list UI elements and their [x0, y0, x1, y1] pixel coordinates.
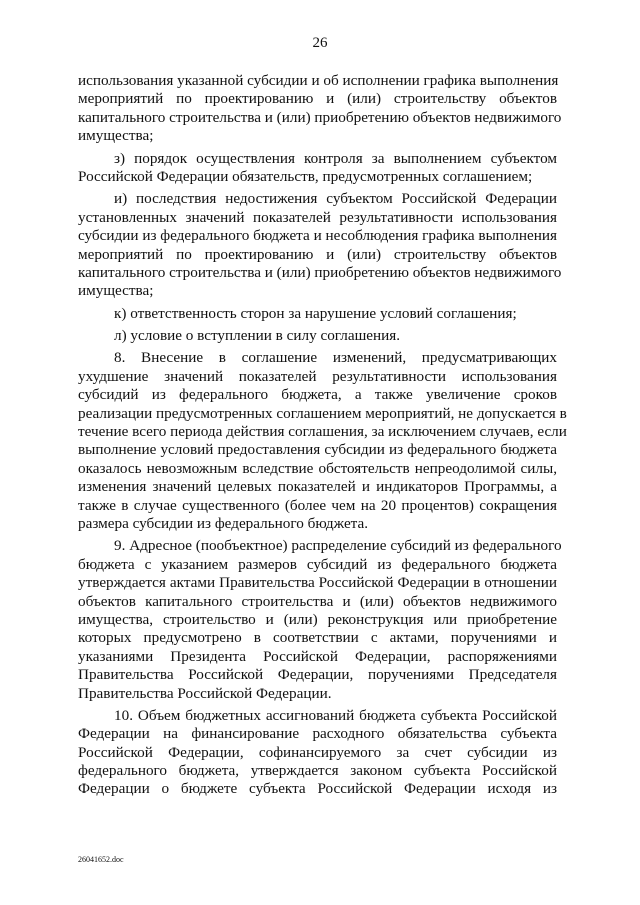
text-line: выполнение условий предоставления субсидии из федерального бюджета	[78, 441, 557, 459]
text-line: Федерации о бюджете субъекта Российской Федерации исходя из	[78, 780, 557, 798]
text-line: имущества, строительство и (или) реконструкция или приобретение	[78, 610, 557, 628]
text-line: Российской Федерации, софинансируемого за счет субсидии из	[78, 743, 557, 761]
text-line: Правительства Российской Федерации.	[78, 684, 332, 702]
paragraph	[78, 707, 557, 799]
text-line: мероприятий по проектированию и (или) строительству объектов	[78, 245, 557, 263]
text-line: Российской Федерации обязательств, предусмотренных соглашением;	[78, 167, 533, 185]
text-line: федерального бюджета, утверждается законом субъекта Российской	[78, 762, 557, 780]
text-line: имущества;	[78, 127, 154, 145]
text-line: 9. Адресное (пообъектное) распределение субсидий из федерального	[114, 537, 562, 555]
page-number: 26	[312, 35, 328, 51]
text-line: и) последствия недостижения субъектом Российской Федерации	[114, 190, 557, 208]
paragraph	[78, 305, 557, 323]
paragraph	[78, 349, 567, 533]
text-line: субсидии из федерального бюджета и несоблюдения графика выполнения	[78, 227, 557, 245]
paragraph	[78, 190, 562, 300]
text-line: з) порядок осуществления контроля за выполнением субъектом	[114, 149, 557, 167]
text-line: имущества;	[78, 282, 154, 300]
text-line: капитального строительства и (или) приобретению объектов недвижимого	[78, 108, 562, 126]
text-line: Правительства Российской Федерации, поручениями Председателя	[78, 666, 557, 684]
text-line: к) ответственность сторон за нарушение условий соглашения;	[114, 304, 517, 322]
text-line: использования указанной субсидии и об исполнении графика выполнения	[78, 72, 559, 89]
document-body	[78, 72, 567, 799]
text-line: размера субсидии из федерального бюджета.	[78, 514, 369, 532]
document-filename: 26041652.doc	[78, 855, 124, 864]
text-line: 8. Внесение в соглашение изменений, предусматривающих	[114, 349, 557, 367]
text-line: капитального строительства и (или) приобретению объектов недвижимого	[78, 263, 562, 281]
text-line: оказалось невозможным вследствие обстоятельств непреодолимой силы,	[78, 459, 557, 477]
text-line: л) условие о вступлении в силу соглашения.	[114, 327, 401, 345]
paragraph	[78, 150, 557, 187]
text-line: объектов капитального строительства и (или) объектов недвижимого	[78, 592, 557, 610]
text-line: установленных значений показателей результативности использования	[78, 208, 557, 226]
text-line: ухудшение значений показателей результативности использования	[78, 367, 557, 385]
paragraph	[78, 537, 562, 703]
paragraph	[78, 72, 562, 146]
text-line: указаниями Президента Российской Федерации, распоряжениями	[78, 647, 557, 665]
text-line: изменения значений целевых показателей и индикаторов Программы, а	[78, 478, 557, 496]
text-line: 10. Объем бюджетных ассигнований бюджета субъекта Российской	[114, 706, 557, 724]
text-line: реализации предусмотренных соглашением мероприятий, не допускается в	[78, 404, 567, 422]
paragraph	[78, 327, 557, 345]
text-line: течение всего периода действия соглашения, за исключением случаев, если	[78, 423, 567, 441]
text-line: бюджета с указанием размеров субсидий из федерального бюджета	[78, 555, 557, 573]
text-line: которых предусмотрено в соответствии с актами, поручениями и	[78, 629, 557, 647]
text-line: субсидий из федерального бюджета, а также увеличение сроков	[78, 386, 557, 404]
text-line: мероприятий по проектированию и (или) строительству объектов	[78, 90, 557, 108]
text-line: утверждается актами Правительства Российской Федерации в отношении	[78, 574, 557, 592]
text-line: также в случае существенного (более чем на 20 процентов) сокращения	[78, 496, 557, 514]
text-line: Федерации на финансирование расходного обязательства субъекта	[78, 725, 557, 743]
